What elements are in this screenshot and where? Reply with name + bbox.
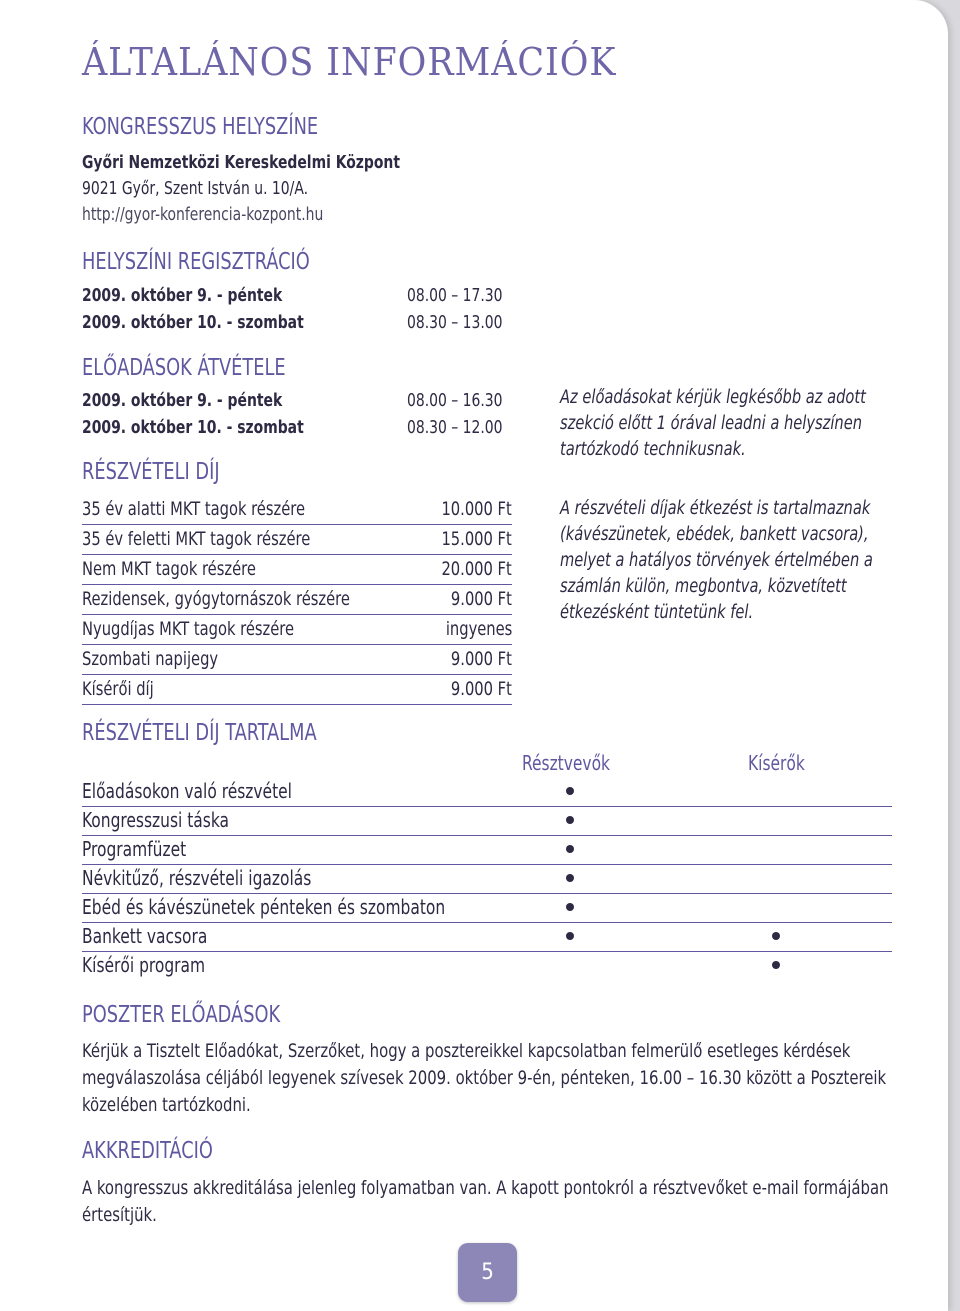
fee-value: 15.000 Ft [441, 528, 512, 550]
fee-label: Rezidensek, gyógytornászok részére [82, 588, 350, 610]
participants-bullet [566, 874, 574, 882]
fee-value: 9.000 Ft [451, 648, 512, 670]
companions-bullet [772, 961, 780, 969]
fee-label: 35 év feletti MKT tagok részére [82, 528, 311, 550]
column-participants: Résztvevők [522, 751, 611, 775]
fees-note: A részvételi díjak étkezést is tartalmaznak (kávészünetek, ebédek, bankett vacsora), melyet a hatályos törvények értelmében a számlán külön, megbontva, közvetített étkezésként tüntetünk fel. [560, 498, 873, 623]
registration-day-2: 2009. október 10. - szombat [82, 312, 304, 333]
row-label: Kongresszusi táska [82, 808, 229, 832]
lectures-day-2: 2009. október 10. - szombat [82, 417, 304, 438]
table-row [82, 922, 892, 952]
venue-name: Győri Nemzetközi Kereskedelmi Központ [82, 152, 401, 173]
lectures-note: Az előadásokat kérjük legkésőbb az adott szekció előtt 1 órával leadni a helyszínen tartózkodó technikusnak. [560, 387, 866, 460]
fee-value: 20.000 Ft [441, 558, 512, 580]
fee-row [82, 494, 512, 525]
participants-bullet [566, 845, 574, 853]
fee-row [82, 614, 512, 645]
fee-row [82, 524, 512, 555]
row-label: Előadásokon való részvétel [82, 779, 292, 803]
fee-label: Nem MKT tagok részére [82, 558, 256, 580]
lectures-day-1: 2009. október 9. - péntek [82, 390, 283, 411]
column-companions: Kísérők [748, 751, 805, 775]
lectures-heading: ELŐADÁSOK ÁTVÉTELE [82, 355, 286, 381]
accreditation-text: A kongresszus akkreditálása jelenleg folyamatban van. A kapott pontokról a résztvevőket e-mail formájában értesítjük. [82, 1177, 889, 1226]
fee-row [82, 644, 512, 675]
lectures-time-1: 08.00 – 16.30 [407, 390, 503, 411]
fee-label: Szombati napijegy [82, 648, 219, 670]
registration-day-1: 2009. október 9. - péntek [82, 285, 283, 306]
fee-label: Kísérői díj [82, 678, 154, 700]
fees-heading: RÉSZVÉTELI DÍJ [82, 459, 220, 485]
poster-text: Kérjük a Tisztelt Előadókat, Szerzőket, hogy a posztereikkel kapcsolatban felmerülő esetleges kérdések megválaszolása céljából legyenek szívesek 2009. október 9-én, pénteken, 16.00 – 16.30 között a Posztereik közelében tartózkodni. [82, 1040, 887, 1116]
table-row [82, 806, 892, 836]
venue-heading: KONGRESSZUS HELYSZÍNE [82, 114, 319, 140]
row-label: Ebéd és kávészünetek pénteken és szombaton [82, 895, 446, 919]
table-row [82, 951, 892, 980]
participants-bullet [566, 932, 574, 940]
contents-heading: RÉSZVÉTELI DÍJ TARTALMA [82, 720, 317, 746]
table-row [82, 777, 892, 807]
poster-heading: POSZTER ELŐADÁSOK [82, 1002, 281, 1028]
row-label: Programfüzet [82, 837, 187, 861]
row-label: Bankett vacsora [82, 924, 208, 948]
fee-row [82, 674, 512, 705]
participants-bullet [566, 816, 574, 824]
venue-url[interactable]: http://gyor-konferencia-kozpont.hu [82, 204, 324, 225]
fee-row [82, 554, 512, 585]
fee-label: 35 év alatti MKT tagok részére [82, 498, 306, 520]
fee-label: Nyugdíjas MKT tagok részére [82, 618, 295, 640]
venue-address: 9021 Győr, Szent István u. 10/A. [82, 178, 309, 199]
fee-value: 9.000 Ft [451, 588, 512, 610]
registration-heading: HELYSZÍNI REGISZTRÁCIÓ [82, 249, 310, 275]
lectures-time-2: 08.30 – 12.00 [407, 417, 503, 438]
registration-time-1: 08.00 – 17.30 [407, 285, 503, 306]
row-label: Kísérői program [82, 953, 206, 977]
table-row [82, 864, 892, 894]
fee-row [82, 584, 512, 615]
table-row [82, 893, 892, 923]
fee-value: 10.000 Ft [441, 498, 512, 520]
table-row [82, 835, 892, 865]
row-label: Névkitűző, részvételi igazolás [82, 866, 312, 890]
page-title: ÁLTALÁNOS INFORMÁCIÓK [82, 40, 617, 84]
accreditation-heading: AKKREDITÁCIÓ [82, 1138, 213, 1164]
fee-value: 9.000 Ft [451, 678, 512, 700]
companions-bullet [772, 932, 780, 940]
fee-value: ingyenes [445, 618, 512, 640]
participants-bullet [566, 787, 574, 795]
registration-time-2: 08.30 – 13.00 [407, 312, 503, 333]
participants-bullet [566, 903, 574, 911]
page-number-badge: 5 [458, 1243, 517, 1302]
